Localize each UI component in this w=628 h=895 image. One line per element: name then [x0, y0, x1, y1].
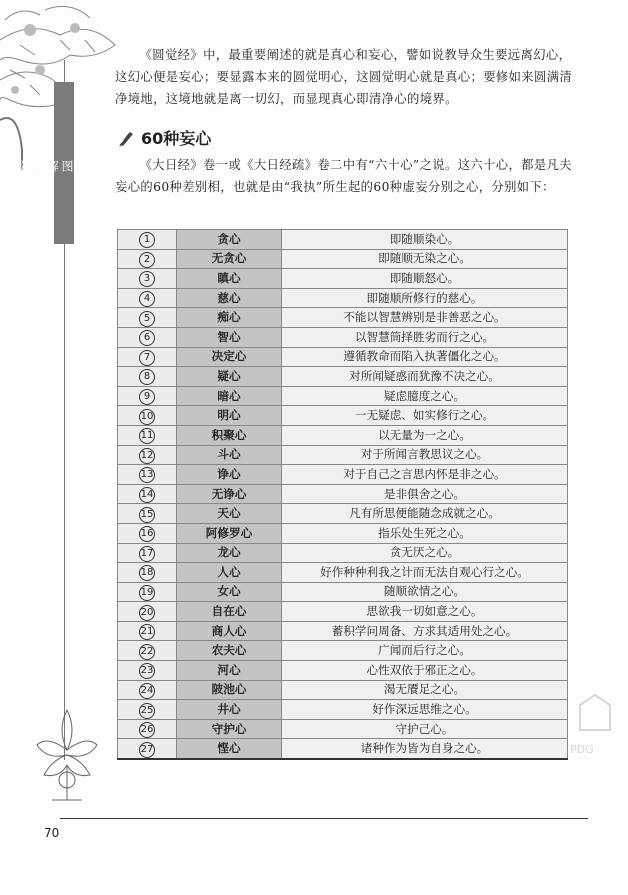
- row-number: 10: [139, 409, 155, 425]
- row-number-cell: [118, 680, 177, 700]
- mind-description: 守护己心。: [282, 719, 568, 739]
- row-number-cell: [118, 327, 177, 347]
- intro-paragraph: 《圆觉经》中，最重要阐述的就是真心和妄心，譬如说教导众生要远离幻心，这幻心便是妄心；要显露本来的圆觉明心，这圆觉明心就是真心；要修如来圆满清净境地，这境地就是离一切幻，而显现真心即清净心的境界。: [115, 48, 573, 106]
- mind-description: 即随顺无染之心。: [282, 249, 568, 269]
- mind-name: 决定心: [177, 347, 282, 367]
- watermark-text: PDG: [570, 743, 594, 756]
- mind-description: 随顺欲情之心。: [282, 582, 568, 602]
- mind-name: 井心: [177, 700, 282, 720]
- row-number: 5: [139, 311, 155, 327]
- row-number-cell: [118, 308, 177, 328]
- row-number: 23: [139, 663, 155, 679]
- row-number-cell: [118, 582, 177, 602]
- mind-description: 贪无厌之心。: [282, 543, 568, 563]
- table-row: [118, 269, 568, 289]
- row-number-cell: [118, 406, 177, 426]
- mind-name: 天心: [177, 504, 282, 524]
- mind-description: 凡有所思便能随念成就之心。: [282, 504, 568, 524]
- row-number: 9: [139, 389, 155, 405]
- table-row: [118, 367, 568, 387]
- row-number-cell: [118, 230, 177, 250]
- row-number: 22: [139, 644, 155, 660]
- section-heading: [118, 126, 211, 149]
- table-row: [118, 719, 568, 739]
- table-row: [118, 739, 568, 759]
- mind-description: 好作深远思维之心。: [282, 700, 568, 720]
- row-number: 20: [139, 605, 155, 621]
- row-number: 14: [139, 487, 155, 503]
- mind-description: 指乐处生死之心。: [282, 523, 568, 543]
- row-number: 7: [139, 350, 155, 366]
- row-number: 21: [139, 624, 155, 640]
- mind-name: 斗心: [177, 445, 282, 465]
- table-row: [118, 386, 568, 406]
- mind-name: 悭心: [177, 739, 282, 759]
- table-row: [118, 465, 568, 485]
- mind-description: 遵循教命而陷入执著僵化之心。: [282, 347, 568, 367]
- mind-description: 即随顺怒心。: [282, 269, 568, 289]
- mind-name: 诤心: [177, 465, 282, 485]
- table-row: [118, 230, 568, 250]
- row-number-cell: [118, 504, 177, 524]
- row-number: 3: [139, 271, 155, 287]
- section-paragraph: 《大日经》卷一或《大日经疏》卷二中有“六十心”之说。这六十心，都是凡夫妄心的60种差别相，也就是由“我执”所生起的60种虚妄分别之心，分别如下：: [115, 158, 572, 194]
- mind-description: 即随顺染心。: [282, 230, 568, 250]
- row-number-cell: [118, 621, 177, 641]
- table-row: [118, 641, 568, 661]
- table-row: [118, 700, 568, 720]
- row-number: 19: [139, 585, 155, 601]
- table-row: [118, 308, 568, 328]
- row-number-cell: [118, 543, 177, 563]
- row-number: 6: [139, 330, 155, 346]
- table-row: [118, 680, 568, 700]
- brush-icon: [118, 128, 138, 148]
- table-row: [118, 602, 568, 622]
- row-number: 24: [139, 683, 155, 699]
- mind-description: 一无疑虑、如实修行之心。: [282, 406, 568, 426]
- table-row: [118, 406, 568, 426]
- mind-name: 商人心: [177, 621, 282, 641]
- table-row: [118, 445, 568, 465]
- mind-name: 自在心: [177, 602, 282, 622]
- mind-name: 瞋心: [177, 269, 282, 289]
- row-number-cell: [118, 288, 177, 308]
- row-number: 17: [139, 546, 155, 562]
- mind-description: 蓄积学问周备、方求其适用处之心。: [282, 621, 568, 641]
- row-number-cell: [118, 347, 177, 367]
- row-number-cell: [118, 367, 177, 387]
- table-row: [118, 484, 568, 504]
- row-number: 15: [139, 507, 155, 523]
- row-number-cell: [118, 425, 177, 445]
- row-number-cell: [118, 719, 177, 739]
- row-number: 8: [139, 369, 155, 385]
- row-number-cell: [118, 739, 177, 759]
- mind-description: 诸种作为皆为自身之心。: [282, 739, 568, 759]
- mind-name: 无贪心: [177, 249, 282, 269]
- mind-description: 好作种种利我之计而无法自观心行之心。: [282, 563, 568, 583]
- lotus-ornament: [32, 700, 102, 810]
- row-number-cell: [118, 523, 177, 543]
- row-number: 2: [139, 252, 155, 268]
- row-number: 11: [139, 428, 155, 444]
- book-title-char: 觉: [15, 159, 29, 173]
- sidebar-tab: [0, 82, 74, 244]
- mind-name: 无诤心: [177, 484, 282, 504]
- mind-description: 是非俱舍之心。: [282, 484, 568, 504]
- mind-name: 疑心: [177, 367, 282, 387]
- mind-description: 心性双依于邪正之心。: [282, 661, 568, 681]
- row-number: 13: [139, 467, 155, 483]
- row-number: 12: [139, 448, 155, 464]
- table-row: [118, 327, 568, 347]
- row-number-cell: [118, 269, 177, 289]
- mind-name: 龙心: [177, 543, 282, 563]
- mind-name: 慈心: [177, 288, 282, 308]
- mind-name: 明心: [177, 406, 282, 426]
- mind-description: 不能以智慧辨别是非善恶之心。: [282, 308, 568, 328]
- table-row: [118, 347, 568, 367]
- mind-description: 以智慧筒择胜劣而行之心。: [282, 327, 568, 347]
- mind-description: 对于所闻言教思议之心。: [282, 445, 568, 465]
- watermark-icon: [570, 690, 620, 740]
- table-row: [118, 425, 568, 445]
- book-title-char: 图: [60, 159, 74, 173]
- mind-name: 积聚心: [177, 425, 282, 445]
- row-number: 16: [139, 526, 155, 542]
- row-number-cell: [118, 563, 177, 583]
- table-row: [118, 543, 568, 563]
- footer-rule: [60, 818, 588, 819]
- mind-name: 痴心: [177, 308, 282, 328]
- row-number-cell: [118, 386, 177, 406]
- book-title-char: 经: [0, 159, 14, 173]
- row-number-cell: [118, 700, 177, 720]
- mind-name: 女心: [177, 582, 282, 602]
- mind-name: 陂池心: [177, 680, 282, 700]
- table-row: [118, 288, 568, 308]
- table-row: [118, 582, 568, 602]
- row-number-cell: [118, 445, 177, 465]
- sixty-minds-table: [117, 229, 568, 760]
- row-number-cell: [118, 641, 177, 661]
- row-number: 4: [139, 291, 155, 307]
- mind-name: 贪心: [177, 230, 282, 250]
- mind-name: 守护心: [177, 719, 282, 739]
- book-title-char: 解: [45, 159, 59, 173]
- row-number-cell: [118, 484, 177, 504]
- row-number-cell: [118, 465, 177, 485]
- row-number: 27: [139, 742, 155, 758]
- mind-description: 疑虑臆度之心。: [282, 386, 568, 406]
- table-row: [118, 249, 568, 269]
- row-number: 18: [139, 565, 155, 581]
- row-number-cell: [118, 602, 177, 622]
- table-row: [118, 661, 568, 681]
- table-row: [118, 504, 568, 524]
- mind-description: 对于自己之言思内怀是非之心。: [282, 465, 568, 485]
- mind-name: 人心: [177, 563, 282, 583]
- book-title-char: 圆: [30, 159, 44, 173]
- row-number-cell: [118, 661, 177, 681]
- watermark-stamp: [570, 690, 620, 754]
- mind-name: 智心: [177, 327, 282, 347]
- mind-name: 阿修罗心: [177, 523, 282, 543]
- mind-name: 河心: [177, 661, 282, 681]
- mind-name: 农夫心: [177, 641, 282, 661]
- row-number: 26: [139, 722, 155, 738]
- row-number: 25: [139, 703, 155, 719]
- section-title: 60种妄心: [141, 129, 212, 148]
- mind-description: 以无量为一之心。: [282, 425, 568, 445]
- mind-description: 即随顺所修行的慈心。: [282, 288, 568, 308]
- page-number: 70: [44, 826, 60, 840]
- mind-description: 广闻而后行之心。: [282, 641, 568, 661]
- row-number-cell: [118, 249, 177, 269]
- mind-description: 渴无餍足之心。: [282, 680, 568, 700]
- row-number: 1: [139, 232, 155, 248]
- mind-name: 暗心: [177, 386, 282, 406]
- mind-description: 思欲我一切如意之心。: [282, 602, 568, 622]
- table-row: [118, 563, 568, 583]
- mind-description: 对所闻疑惑而犹豫不决之心。: [282, 367, 568, 387]
- table-row: [118, 523, 568, 543]
- table-row: [118, 621, 568, 641]
